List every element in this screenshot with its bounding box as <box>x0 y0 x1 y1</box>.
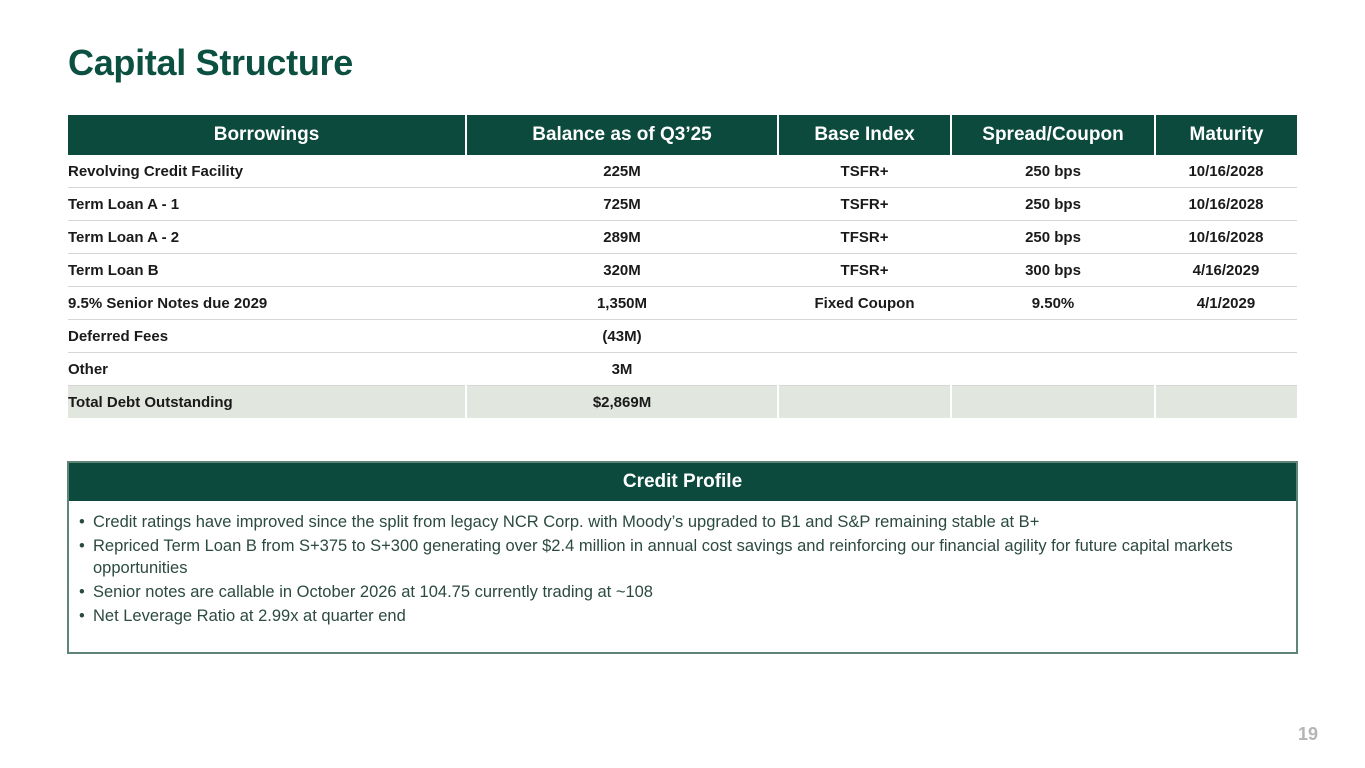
credit-profile-box <box>67 461 1298 654</box>
spread-coupon-cell: 9.50% <box>951 287 1155 320</box>
table-row <box>68 287 1297 320</box>
table-row <box>68 155 1297 188</box>
base-index-cell: TSFR+ <box>778 188 951 221</box>
total-base-index-cell <box>778 386 951 419</box>
bullet-icon: • <box>79 607 85 625</box>
base-index-cell <box>778 353 951 386</box>
capital-structure-table <box>68 115 1297 418</box>
bullet-text: Credit ratings have improved since the split from legacy NCR Corp. with Moody’s upgraded to B1 and S&P remaining stable at B+ <box>93 513 1040 531</box>
maturity-cell <box>1155 320 1297 353</box>
borrowing-name: Term Loan B <box>68 254 466 287</box>
balance-cell: 1,350M <box>466 287 778 320</box>
credit-profile-bullet <box>79 511 1256 533</box>
table-row <box>68 188 1297 221</box>
balance-cell: (43M) <box>466 320 778 353</box>
base-index-cell <box>778 320 951 353</box>
base-index-cell: TFSR+ <box>778 254 951 287</box>
borrowing-name: Term Loan A - 1 <box>68 188 466 221</box>
page-number: 19 <box>1298 724 1319 744</box>
borrowing-name: Deferred Fees <box>68 320 466 353</box>
maturity-cell: 10/16/2028 <box>1155 221 1297 254</box>
credit-profile-list <box>69 501 1296 627</box>
column-header-spread-coupon: Spread/Coupon <box>951 115 1155 155</box>
base-index-cell: TFSR+ <box>778 221 951 254</box>
balance-cell: 320M <box>466 254 778 287</box>
spread-coupon-cell <box>951 320 1155 353</box>
column-header-maturity: Maturity <box>1155 115 1297 155</box>
balance-cell: 289M <box>466 221 778 254</box>
total-label: Total Debt Outstanding <box>68 386 466 419</box>
table-row <box>68 320 1297 353</box>
total-spread-coupon-cell <box>951 386 1155 419</box>
base-index-cell: Fixed Coupon <box>778 287 951 320</box>
maturity-cell <box>1155 353 1297 386</box>
table-row <box>68 254 1297 287</box>
credit-profile-bullet <box>79 605 1256 627</box>
spread-coupon-cell: 250 bps <box>951 188 1155 221</box>
table-header-row <box>68 115 1297 155</box>
column-header-borrowings: Borrowings <box>68 115 466 155</box>
balance-cell: 3M <box>466 353 778 386</box>
credit-profile-bullet <box>79 535 1256 579</box>
total-row <box>68 386 1297 419</box>
base-index-cell: TSFR+ <box>778 155 951 188</box>
total-balance: $2,869M <box>466 386 778 419</box>
credit-profile-heading: Credit Profile <box>69 463 1296 501</box>
spread-coupon-cell <box>951 353 1155 386</box>
bullet-text: Senior notes are callable in October 2026 at 104.75 currently trading at ~108 <box>93 583 653 601</box>
borrowing-name: Term Loan A - 2 <box>68 221 466 254</box>
bullet-text: Net Leverage Ratio at 2.99x at quarter end <box>93 607 406 625</box>
borrowing-name: Revolving Credit Facility <box>68 155 466 188</box>
page-title: Capital Structure <box>68 42 353 83</box>
maturity-cell: 4/16/2029 <box>1155 254 1297 287</box>
spread-coupon-cell: 300 bps <box>951 254 1155 287</box>
spread-coupon-cell: 250 bps <box>951 221 1155 254</box>
bullet-icon: • <box>79 513 85 531</box>
table-row <box>68 353 1297 386</box>
bullet-icon: • <box>79 537 85 555</box>
credit-profile-bullet <box>79 581 1256 603</box>
column-header-base-index: Base Index <box>778 115 951 155</box>
borrowing-name: 9.5% Senior Notes due 2029 <box>68 287 466 320</box>
total-maturity-cell <box>1155 386 1297 419</box>
balance-cell: 225M <box>466 155 778 188</box>
balance-cell: 725M <box>466 188 778 221</box>
borrowing-name: Other <box>68 353 466 386</box>
bullet-icon: • <box>79 583 85 601</box>
bullet-text: Repriced Term Loan B from S+375 to S+300 generating over $2.4 million in annual cost savings and reinforcing our financial agility for future capital markets opportunities <box>93 537 1233 577</box>
column-header-balance: Balance as of Q3’25 <box>466 115 778 155</box>
maturity-cell: 10/16/2028 <box>1155 188 1297 221</box>
maturity-cell: 4/1/2029 <box>1155 287 1297 320</box>
spread-coupon-cell: 250 bps <box>951 155 1155 188</box>
maturity-cell: 10/16/2028 <box>1155 155 1297 188</box>
table-row <box>68 221 1297 254</box>
